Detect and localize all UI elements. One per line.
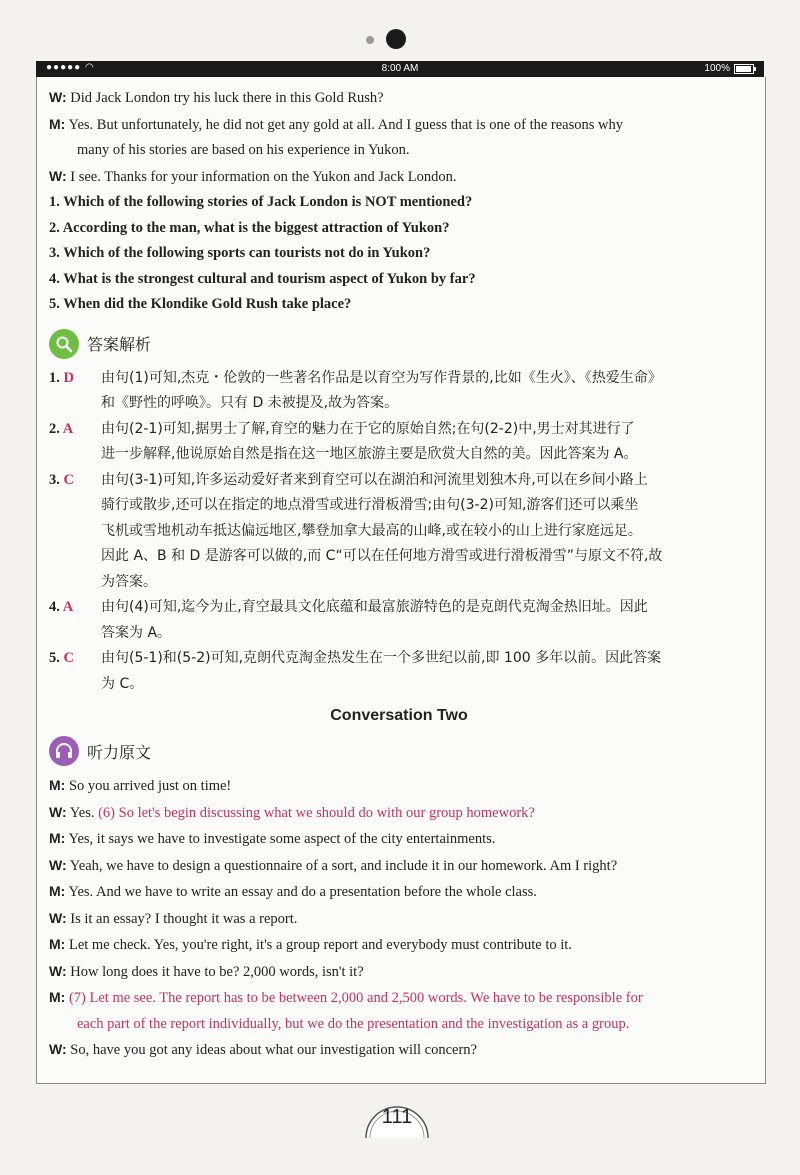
dialogue-line: W: Yes. (6) So let's begin discussing what we should do with our group homework? (49, 803, 535, 821)
dialogue-line: W: Did Jack London try his luck there in this Gold Rush? (49, 89, 384, 106)
answer-item: 2. A 由句(2-1)可知,据男士了解,育空的魅力在于它的原始自然;在句(2-2)中,男士对其进行了 进一步解释,他说原始自然是指在这一地区旅游主要是欣赏大自然的美。因此答案为 A。 (49, 420, 638, 462)
battery-percent: 100% (704, 63, 730, 74)
dialogue-line: M: So you arrived just on time! (49, 777, 232, 794)
dialogue-line: W: I see. Thanks for your information on the Yukon and Jack London. (49, 167, 457, 185)
answer-letter: C (63, 471, 74, 488)
dialogue-line: M: Yes. But unfortunately, he did not get any gold at all. And I guess that is one of the reasons why (49, 115, 623, 133)
dialogue-line: W: Is it an essay? I thought it was a report. (49, 909, 298, 927)
highlighted-sentence: (6) So let's begin discussing what we should do with our group homework? (98, 804, 535, 821)
page-content (49, 85, 749, 1064)
dialogue-line: W: How long does it have to be? 2,000 words, isn't it? (49, 962, 364, 980)
page-screen (36, 77, 766, 1084)
camera-lens-icon (386, 29, 406, 49)
page-number: 111 (381, 1106, 413, 1128)
conversation-title: Conversation Two (330, 707, 468, 724)
dialogue-line: many of his stories are based on his experience in Yukon. (77, 142, 410, 158)
device-camera (0, 28, 800, 52)
answer-item: 1. D 由句(1)可知,杰克・伦敦的一些著名作品是以育空为写作背景的,比如《生火》、《热爱生命》 和《野性的呼唤》。只有 D 未被提及,故为答案。 (49, 369, 662, 411)
dialogue-line: M: Yes, it says we have to investigate some aspect of the city entertainments. (49, 830, 496, 847)
battery-icon (734, 64, 754, 74)
answer-list (49, 366, 749, 698)
question-item: 1. Which of the following stories of Jack London is NOT mentioned? (49, 194, 473, 210)
highlighted-sentence: (7) Let me see. The report has to be between 2,000 and 2,500 words. We have to be responsible for (68, 990, 643, 1006)
answer-section-header (49, 324, 749, 364)
dialogue-line: M: (7) Let me see. The report has to be between 2,000 and 2,500 words. We have to be responsible for (49, 989, 643, 1006)
answer-item: 3. C 由句(3-1)可知,许多运动爱好者来到育空可以在湖泊和河流里划独木舟,可以在乡间小路上 骑行或散步,还可以在指定的地点滑雪或进行滑板滑雪;由句(3-2)可知,游客们还可以乘坐 飞机或雪地机动车抵达偏远地区,攀登加拿大最高的山峰,或在较小的山上进行家庭远足。 因此 A、B 和 D 是游客可以做的,而 C“可以在任何地方滑雪或进行滑板滑雪”与原文不符,故 为答案。 (49, 471, 663, 590)
answer-letter: A (62, 420, 74, 437)
listening-section-header (49, 731, 749, 771)
question-item: 4. What is the strongest cultural and tourism aspect of Yukon by far? (49, 270, 476, 287)
dialogue-line: W: So, have you got any ideas about what our investigation will concern? (49, 1041, 477, 1058)
magnifier-icon (49, 329, 79, 359)
question-list (49, 190, 749, 318)
status-bar (36, 61, 764, 77)
question-item: 3. Which of the following sports can tourists not do in Yukon? (49, 245, 431, 261)
wifi-icon: ◠ (84, 62, 95, 73)
section-title: 听力原文 (87, 742, 152, 762)
answer-item: 5. C 由句(5-1)和(5-2)可知,克朗代克淘金热发生在一个多世纪以前,即 100 多年以前。因此答案 为 C。 (49, 650, 662, 692)
dialogue-line: each part of the report individually, but we do the presentation and the investigation as a group. (77, 1015, 630, 1032)
answer-letter: D (63, 369, 74, 386)
answer-letter: A (62, 599, 74, 615)
sensor-dot-icon (366, 36, 374, 44)
dialogue-top (49, 85, 749, 190)
question-item: 2. According to the man, what is the biggest attraction of Yukon? (49, 219, 450, 236)
section-title: 答案解析 (87, 335, 152, 354)
dialogue-line: M: Let me check. Yes, you're right, it's a group report and everybody must contribute to it. (49, 936, 572, 953)
battery-indicator (704, 63, 754, 74)
headphones-icon (49, 736, 79, 766)
dialogue-line: W: Yeah, we have to design a questionnaire of a sort, and include it in our homework. Am I right? (49, 856, 618, 874)
page-number-badge (360, 1096, 434, 1142)
answer-item: 4. A 由句(4)可知,迄今为止,育空最具文化底蕴和最富旅游特色的是克朗代克淘金热旧址。因此 答案为 A。 (49, 599, 648, 641)
dialogue-bottom (49, 773, 749, 1064)
dialogue-line: M: Yes. And we have to write an essay and do a presentation before the whole class. (49, 883, 537, 900)
status-time: 8:00 AM (381, 63, 419, 74)
question-item: 5. When did the Klondike Gold Rush take place? (49, 296, 352, 312)
signal-indicator: ●●●●● ◠ (46, 62, 95, 73)
answer-letter: C (63, 650, 74, 666)
